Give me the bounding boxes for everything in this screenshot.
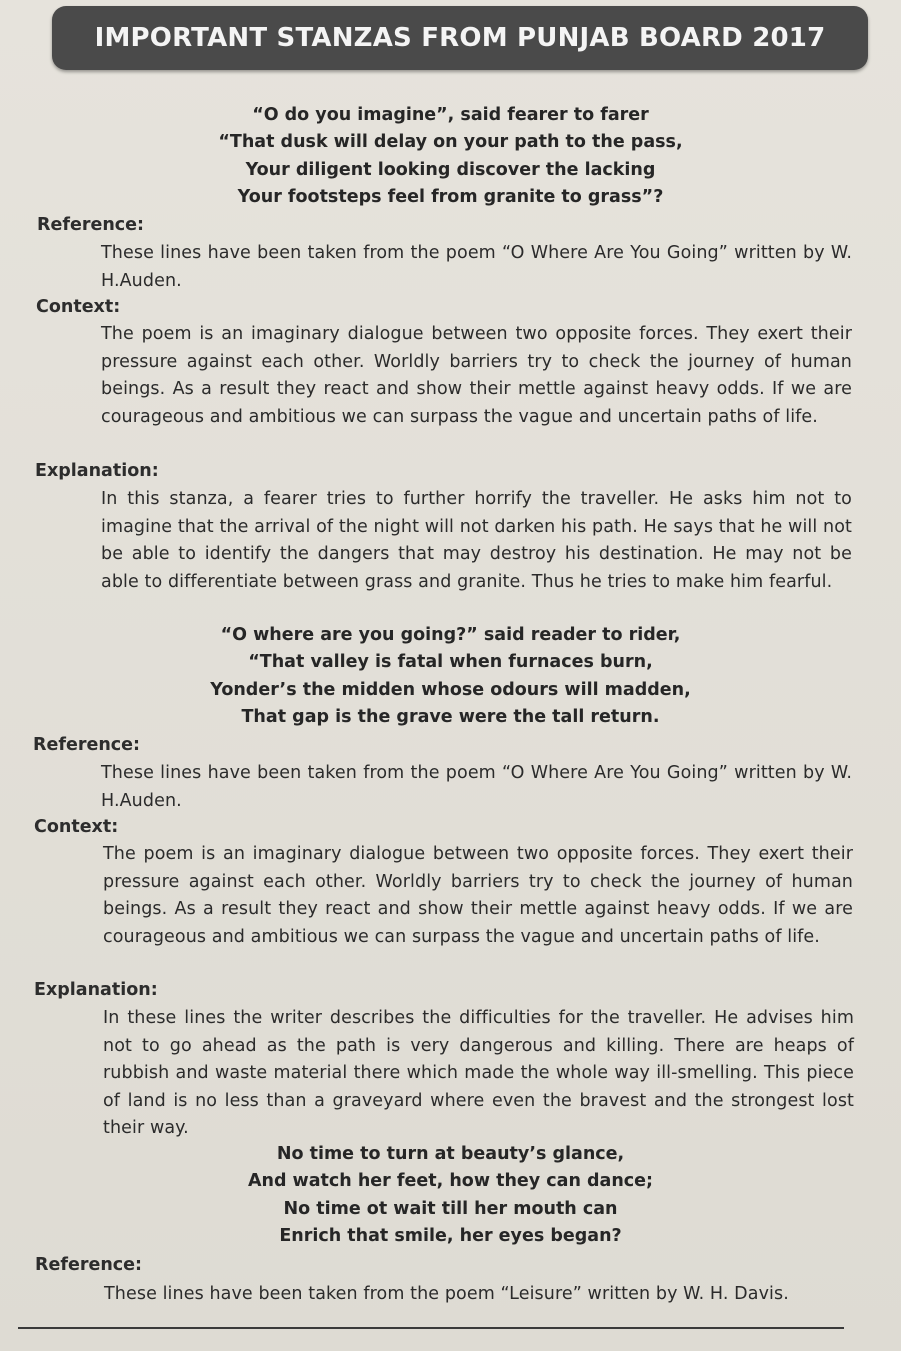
stanza-line: “That valley is fatal when furnaces burn, [248, 652, 653, 673]
bottom-rule [18, 1327, 844, 1329]
stanza-line: Yonder’s the midden whose odours will madden, [210, 679, 691, 700]
reference-text: These lines have been taken from the poem “O Where Are You Going” written by W. H.Auden. [101, 763, 852, 811]
stanza-line: “O do you imagine”, said fearer to farer [252, 105, 649, 125]
title-banner [52, 6, 868, 70]
stanza-line: And watch her feet, how they can dance; [247, 1171, 654, 1192]
page-title: IMPORTANT STANZAS FROM PUNJAB BOARD 2017 [94, 23, 826, 53]
stanza-line: No time ot wait till her mouth can [283, 1198, 618, 1219]
stanza-line: That gap is the grave were the tall return. [241, 706, 660, 727]
context-heading: Context: [36, 297, 121, 317]
stanza-line: Enrich that smile, her eyes began? [279, 1225, 622, 1246]
stanza-line: No time to turn at beauty’s glance, [276, 1144, 625, 1164]
reference-heading: Reference: [33, 735, 141, 755]
stanza-line: “That dusk will delay on your path to the pass, [218, 132, 683, 153]
context-text: The poem is an imaginary dialogue between two opposite forces. They exert their pressure against each other. Worldly barriers try to check the journey of human beings. As a result they react and show their mettle against heavy odds. If we are courageous and ambitious we can surpass the vague and uncertain paths of life. [103, 844, 853, 947]
stanza-line: Your diligent looking discover the lacking [245, 159, 656, 180]
reference-text: These lines have been taken from the poem “O Where Are You Going” written by W. H.Auden. [101, 243, 852, 291]
stanza-line: “O where are you going?” said reader to rider, [220, 625, 681, 645]
reference-heading: Reference: [37, 215, 145, 235]
reference-heading: Reference: [35, 1255, 143, 1275]
stanza-line: Your footsteps feel from granite to grass”? [237, 186, 664, 207]
stanza-1 [0, 102, 901, 211]
stanza-2 [0, 622, 901, 731]
explanation-heading: Explanation: [35, 461, 159, 481]
explanation-text: In this stanza, a fearer tries to further horrify the traveller. He asks him not to imagine that the arrival of the night will not darken his path. He says that he will not be able to identify the dangers that may destroy his destination. He may not be able to differentiate between grass and granite. Thus he tries to make him fearful. [101, 489, 852, 592]
reference-text: These lines have been taken from the poem “Leisure” written by W. H. Davis. [104, 1284, 789, 1304]
context-text: The poem is an imaginary dialogue between two opposite forces. They exert their pressure against each other. Worldly barriers try to check the journey of human beings. As a result they react and show their mettle against heavy odds. If we are courageous and ambitious we can surpass the vague and uncertain paths of life. [101, 324, 852, 427]
explanation-heading: Explanation: [34, 980, 158, 1000]
stanza-3 [0, 1141, 901, 1250]
explanation-text: In these lines the writer describes the difficulties for the traveller. He advises him not to go ahead as the path is very dangerous and killing. There are heaps of rubbish and waste material there which made the whole way ill-smelling. This piece of land is no less than a graveyard where even the bravest and the strongest lost their way. [103, 1008, 854, 1138]
context-heading: Context: [34, 817, 119, 837]
